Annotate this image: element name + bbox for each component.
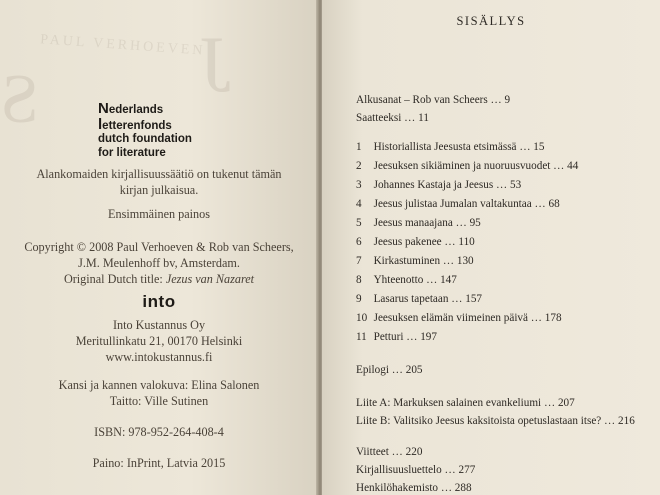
show-through-print: PAUL VERHOEVEN J S [0, 21, 232, 138]
toc-chapter: 1 Historiallista Jeesusta etsimässä … 15 [356, 141, 545, 153]
letterenfonds-logo: Nederlands letterenfonds dutch foundation for literature [98, 100, 192, 159]
toc-chapter: 6 Jeesus pakenee … 110 [356, 236, 475, 248]
support-note: Alankomaiden kirjallisuussäätiö on tukenut tämän kirjan julkaisua. [36, 167, 282, 197]
toc-entry: Viitteet … 220 [356, 446, 423, 458]
toc-chapter: 10 Jeesuksen elämän viimeinen päivä … 178 [356, 312, 562, 324]
toc-entry: Alkusanat – Rob van Scheers … 9 [356, 94, 511, 106]
toc-chapter: 3 Johannes Kastaja ja Jeesus … 53 [356, 179, 522, 191]
copyright-block: Copyright © 2008 Paul Verhoeven & Rob van Scheers, J.M. Meulenhoff bv, Amsterdam. Original Dutch title: Jezus van Nazaret [24, 240, 294, 286]
edition-note: Ensimmäinen painos [108, 207, 210, 221]
toc-chapter: 4 Jeesus julistaa Jumalan valtakuntaa … 68 [356, 198, 560, 210]
copyright-page [0, 0, 318, 495]
toc-entry: Henkilöhakemisto … 288 [356, 482, 472, 494]
publisher-info: Into Kustannus Oy Meritullinkatu 21, 00170 Helsinki www.intokustannus.fi [75, 318, 243, 364]
publisher-logo: into [142, 292, 176, 311]
credits: Kansi ja kannen valokuva: Elina Salonen Taitto: Ville Sutinen [58, 378, 260, 408]
toc-appendix-a: Liite A: Markuksen salainen evankeliumi … 207 [356, 397, 575, 409]
toc-chapter: 5 Jeesus manaajana … 95 [356, 217, 481, 229]
toc-appendix-b: Liite B: Valitsiko Jeesus kaksitoista opetuslastaan itse? … 216 [356, 415, 635, 427]
toc-chapter: 2 Jeesuksen sikiäminen ja nuoruusvuodet … 44 [356, 160, 579, 172]
toc-chapter: 9 Lasarus tapetaan … 157 [356, 293, 483, 305]
toc-chapter: 7 Kirkastuminen … 130 [356, 255, 474, 267]
printer-note: Paino: InPrint, Latvia 2015 [92, 456, 226, 470]
toc-entry: Kirjallisuusluettelo … 277 [356, 464, 476, 476]
contents-page [322, 0, 660, 495]
toc-entry: Saatteeksi … 11 [356, 112, 429, 124]
toc-chapter: 8 Yhteenotto … 147 [356, 274, 457, 286]
toc-chapter: 11 Petturi … 197 [356, 331, 437, 343]
isbn: ISBN: 978-952-264-408-4 [94, 425, 224, 439]
page-title: SISÄLLYS [456, 14, 526, 28]
toc-epilogue: Epilogi … 205 [356, 364, 423, 376]
